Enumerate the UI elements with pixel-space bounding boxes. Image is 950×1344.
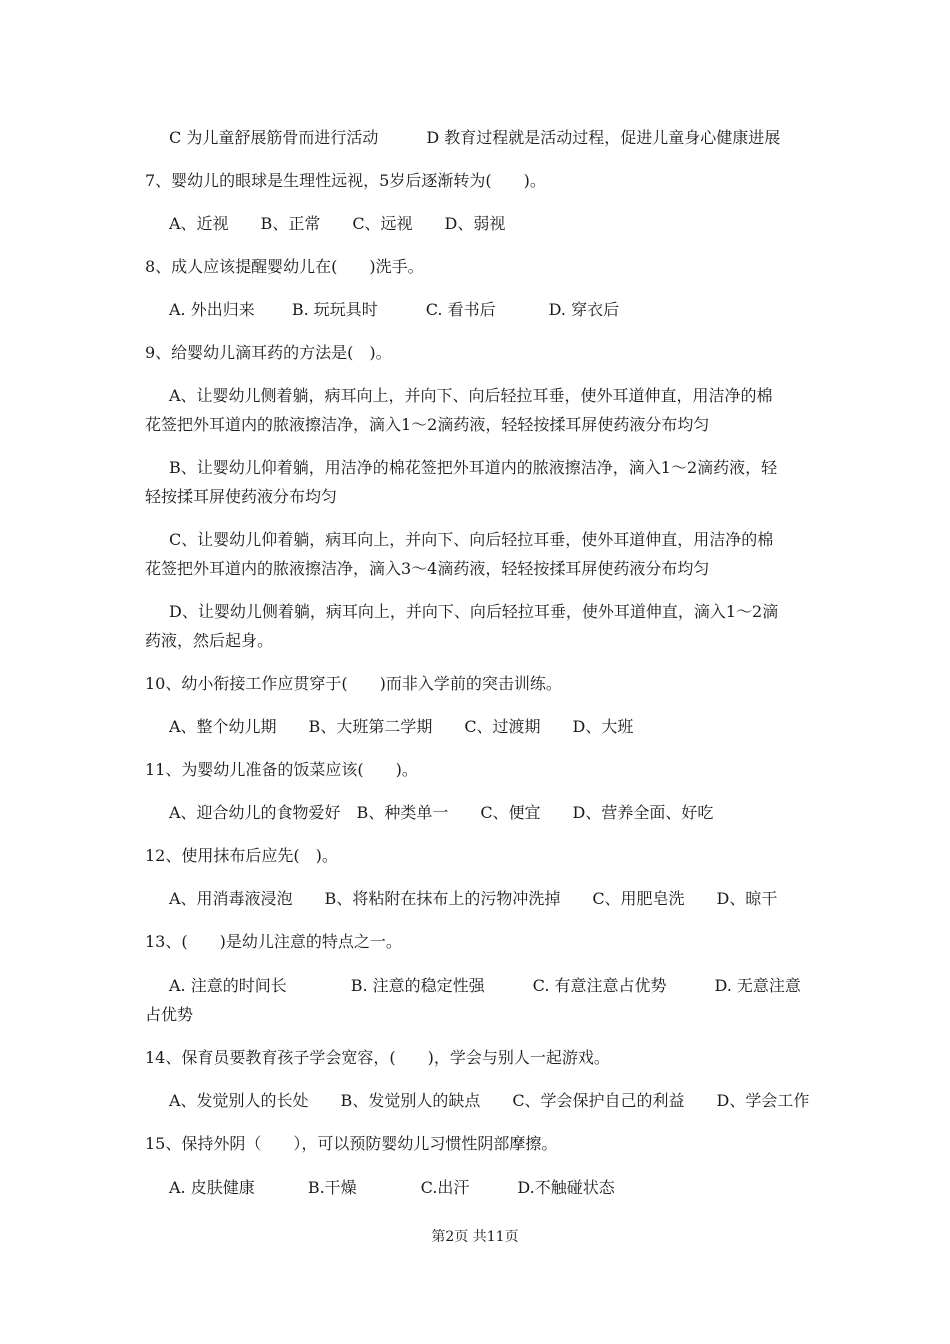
option-q9-a-line1: A、让婴幼儿侧着躺，病耳向上，并向下、向后轻拉耳垂，使外耳道伸直，用洁净的棉	[169, 386, 773, 405]
options-q14: A、发觉别人的长处 B、发觉别人的缺点 C、学会保护自己的利益 D、学会工作	[169, 1091, 810, 1110]
question-8: 8、成人应该提醒婴幼儿在( )洗手。	[145, 257, 424, 276]
option-q9-c-line1: C、让婴幼儿仰着躺，病耳向上，并向下、向后轻拉耳垂，使外耳道伸直，用洁净的棉	[169, 530, 774, 549]
option-q9-b-line2: 轻按揉耳屏使药液分布均匀	[145, 487, 338, 506]
question-15: 15、保持外阴（ ），可以预防婴幼儿习惯性阴部摩擦。	[145, 1134, 558, 1153]
option-q9-d-line1: D、让婴幼儿侧着躺，病耳向上，并向下、向后轻拉耳垂，使外耳道伸直，滴入1～2滴	[169, 602, 779, 621]
option-q9-b-line1: B、让婴幼儿仰着躺，用洁净的棉花签把外耳道内的脓液擦洁净，滴入1～2滴药液，轻	[169, 458, 778, 477]
options-q12: A、用消毒液浸泡 B、将粘附在抹布上的污物冲洗掉 C、用肥皂洗 D、晾干	[169, 889, 778, 908]
question-7: 7、婴幼儿的眼球是生理性远视，5岁后逐渐转为( )。	[145, 171, 546, 190]
options-q13-line1: A. 注意的时间长 B. 注意的稳定性强 C. 有意注意占优势 D. 无意注意	[169, 976, 801, 995]
options-q8: A. 外出归来 B. 玩玩具时 C. 看书后 D. 穿衣后	[169, 300, 620, 319]
option-q9-a-line2: 花签把外耳道内的脓液擦洁净，滴入1～2滴药液，轻轻按揉耳屏使药液分布均匀	[145, 415, 710, 434]
question-9: 9、给婴幼儿滴耳药的方法是( )。	[145, 343, 392, 362]
options-q7: A、近视 B、正常 C、远视 D、弱视	[169, 214, 506, 233]
page-number-footer: 第2页 共11页	[431, 1229, 519, 1245]
option-q9-c-line2: 花签把外耳道内的脓液擦洁净，滴入3～4滴药液，轻轻按揉耳屏使药液分布均匀	[145, 559, 710, 578]
question-13: 13、( )是幼儿注意的特点之一。	[145, 932, 402, 951]
options-q11: A、迎合幼儿的食物爱好 B、种类单一 C、便宜 D、营养全面、好吃	[169, 803, 714, 822]
option-line-q6-cd: C 为儿童舒展筋骨而进行活动 D 教育过程就是活动过程，促进儿童身心健康进展	[169, 128, 781, 147]
question-12: 12、使用抹布后应先( )。	[145, 846, 338, 865]
question-10: 10、幼小衔接工作应贯穿于( )而非入学前的突击训练。	[145, 674, 562, 693]
question-11: 11、为婴幼儿准备的饭菜应该( )。	[145, 760, 418, 779]
option-q9-d-line2: 药液，然后起身。	[145, 631, 274, 650]
question-14: 14、保育员要教育孩子学会宽容，( )，学会与别人一起游戏。	[145, 1048, 610, 1067]
options-q13-line2: 占优势	[145, 1005, 194, 1024]
options-q15: A. 皮肤健康 B.干燥 C.出汗 D.不触碰状态	[169, 1178, 615, 1197]
options-q10: A、整个幼儿期 B、大班第二学期 C、过渡期 D、大班	[169, 717, 634, 736]
